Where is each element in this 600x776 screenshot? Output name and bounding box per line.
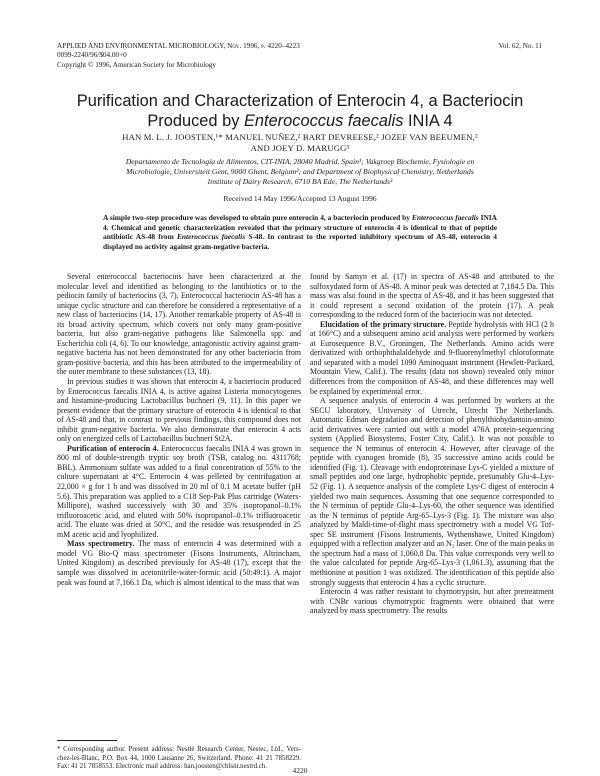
abstract-text-2: INIA 4. Chemical and genetic characterization revealed that the primary structure of enterocin 4 is identical to that of peptide antibiotic AS-48 from <box>103 213 498 242</box>
article-title <box>40 92 560 131</box>
received-dates: Received 14 May 1996/Accepted 13 August 1996 <box>223 194 377 203</box>
paragraph-chymotrypsin: Enterocin 4 was rather resistant to chymotrypsin, but after pretreatment with CNBr various chymotryptic fragments were obtained that were analyzed by mass spectrometry. The results <box>310 587 554 616</box>
section-head-purification: Purification of enterocin 4. <box>67 443 159 453</box>
paragraph-elucidation <box>310 320 554 396</box>
abstract-species-2: Enterococcus faecalis <box>177 232 246 242</box>
paragraph-continued: found by Samyn et al. (17) in spectra of AS-48 and attributed to the sulfoxydated form of AS-48. A minor peak was detected at 7,184.5 Da. This mass was also found in the spectra of AS-48, and it has been suggested that it could represent a second oxidation of the protein (17). A peak corresponding to the reduced form of the bacteriocin was not detected. <box>310 272 554 320</box>
mass-spec-body: The mass of enterocin 4 was determined with a model VG Bio-Q mass spectrometer (Fisons Instruments, Altrincham, United Kingdom) as described previously for AS-48 (17), except that the sample was dissolved in acetonitrile-water-formic acid (50:49:1). A major peak was found at 7,166.1 Da, which is almost identical to the mass that was <box>57 539 302 587</box>
footnote-rule <box>57 740 117 741</box>
paragraph-intro: Several enterococcal bacteriocins have been characterized at the molecular level and identified as belonging to the lantibiotics or to the pediocin family of bacteriocins (3, 7). Enterococcal bacteriocin AS-48 has a unique cyclic structure and can therefore be considered a representative of a new class of bacteriocins (14, 17). Another remarkable property of AS-48 is its broad activity spectrum, which covers not only many gram-positive bacteria, but also gram-negative pathogens like Salmonella spp. and Escherichia coli (4, 6). To our knowledge, antagonistic activity against gram-negative bacteria has not been demonstrated for any other bacteriocin from gram-positive bacteria, and this has been attributed to the impermeability of the outer membrane to these substances (13, 18). <box>57 272 301 377</box>
running-header <box>57 42 300 70</box>
title-line-2-pre: Produced by <box>147 111 244 130</box>
affiliations <box>60 157 540 188</box>
abstract-text-3: S-48. In contrast to the reported inhibitory spectrum of AS-48, enterocin 4 displayed no activity against gram-negative bacteria. <box>103 232 497 251</box>
title-line-2 <box>40 112 560 132</box>
affiliation-line-1: Departamento de Tecnología de Alimentos, CIT-INIA, 28040 Madrid, Spain¹; Vakgroep Biochemie, Fysiologie en <box>125 157 475 166</box>
author-list <box>40 132 560 153</box>
title-species: Enterococcus faecalis <box>243 111 404 130</box>
abstract-text-1: A simple two-step procedure was developed to obtain pure enterocin 4, a bacteriocin produced by <box>103 213 412 222</box>
elucidation-body: Peptide hydrolysis with HCl (2 h at 166°C) and a subsequent amino acid analysis were performed by workers at Eurosequence B.V., Groningen, The Netherlands. Amino acids were derivatized with orthophthalaldehyde and 9-fluorenylmethyl chloroformate and separated with a model 1090 Aminoquant instrument (Hewlett-Packard, Mountain View, Calif.). The results (data not shown) revealed only minor differences from the composition of AS-48, and these differences may well be explained by experimental error. <box>310 319 554 396</box>
title-line-1: Purification and Characterization of Enterocin 4, a Bacteriocin <box>76 92 524 110</box>
issn-line: 0099-2240/96/$04.00+0 <box>57 51 127 60</box>
footnote: * Corresponding author. Present address: Nestlé Research Center, Nestec, Ltd., Vers-chez-les-Blanc, P.O. Box 44, 1000 Lausanne 26, Switzerland. Phone: 41 21 7858229. Fax: 41 21 7858553. Electronic mail address: han.joosten@chlsnr.nestrd.ch. <box>57 746 301 771</box>
page-number: 4220 <box>292 766 308 775</box>
section-head-mass-spec: Mass spectrometry. <box>67 539 135 549</box>
paragraph-previous-studies: In previous studies it was shown that enterocin 4, a bacteriocin produced by Enterococcus faecalis INIA 4, is active against Listeria monocytogenes and histamine-producing Lactobacillus buchneri (9, 11). In this paper we present evidence that the primary structure of enterocin 4 is identical to that of AS-48 and that, in contrast to previous findings, this compound does not inhibit gram-negative bacteria. We also demonstrate that enterocin 4 acts only on energized cells of Lactobacillus buchneri St2A. <box>57 377 301 444</box>
abstract <box>103 213 497 251</box>
authors-line-2: AND JOEY D. MARUGG³ <box>250 142 350 153</box>
affiliation-line-3: Institute of Dairy Research, 6710 BA Ede, The Netherlands³ <box>207 177 393 187</box>
authors-line-1: HAN M. L. J. JOOSTEN,¹* MANUEL NUÑEZ,² BART DEVREESE,² JOZEF VAN BEEUMEN,² <box>122 132 478 142</box>
abstract-species-1: Enterococcus faecalis <box>411 213 479 222</box>
paragraph-sequence-analysis: A sequence analysis of enterocin 4 was performed by workers at the SECU laboratory, University of Utrecht, Utrecht The Netherlands. Automatic Edman degradation and detection of phenylthiohydantoin-amino acid derivatives were carried out with a model 476A protein-sequencing system (Applied Biosystems, Foster City, Calif.). It was not possible to sequence the N terminus of enterocin 4. However, after cleavage of the peptide with cyanogen bromide (8), 35 successive amino acids could be identified (Fig. 1). Cleavage with endoproteinase Lys-C yielded a mixture of small peptides and one large, hydrophobic peptide, presumably Glu-4–Lys-52 (Fig. 1). A sequence analysis of the complete Lys-C digest of enterocin 4 yielded two main sequences. Assuming that one sequence corresponded to the N terminus of peptide Glu-4–Lys-60, the other sequence was identified as the N terminus of peptide Arg-65–Lys-3 (Fig. 1). The mixture was also analyzed by Maldi-time-of-flight mass spectrometry with a model VG Tof-spec SE instrument (Fisons Instruments, Wythenshawe, United Kingdom) equipped with a reflection analyzer and an N₂ laser. One of the main peaks in the spectrum had a mass of 1,060.8 Da. This value corresponds very well to the value calculated for peptide Arg-65–Lys-3 (1,061.3), assuming that the methionine at position 1 was oxidized. The identification of this peptide also strongly suggests that enterocin 4 has a cyclic structure. <box>310 396 554 587</box>
purification-body: Enterococcus faecalis INIA 4 was grown in 800 ml of double-strength tryptic soy broth (TSB, catalog no. 4311768; BBL). Ammonium sulfate was added to a final concentration of 55% to the culture supernatant at 4°C. Enterocin 4 was pelleted by centrifugation at 22,000 × g for 1 h and was dissolved in 20 ml of 0.1 M acetate buffer (pH 5.6). This preparation was applied to a C18 Sep-Pak Plus cartridge (Waters-Millipore), washed successively with 30 and 35% isopropanol–0.1% trifluoroacetic acid, and eluted with 50% isopropanol–0.1% trifluoroacetic acid. The eluate was dried at 50°C, and the residue was resuspended in 25 mM acetic acid and lyophilized. <box>57 443 301 539</box>
copyright-line: Copyright © 1996, American Society for Microbiology <box>57 60 216 69</box>
journal-citation: APPLIED AND ENVIRONMENTAL MICROBIOLOGY, Nov. 1996, p. 4220–4223 <box>57 42 300 50</box>
paragraph-purification <box>57 444 301 539</box>
affiliation-line-2: Microbiologie, Universiteit Gent, 9000 Ghent, Belgium²; and Department of Biophysical Chemistry, Netherlands <box>126 167 474 177</box>
right-column <box>310 272 554 616</box>
paragraph-mass-spec <box>57 539 301 587</box>
left-column <box>57 272 301 587</box>
volume-label: Vol. 62, No. 11 <box>498 42 542 50</box>
title-line-2-post: INIA 4 <box>403 111 453 130</box>
section-head-elucidation: Elucidation of the primary structure. <box>320 319 447 329</box>
